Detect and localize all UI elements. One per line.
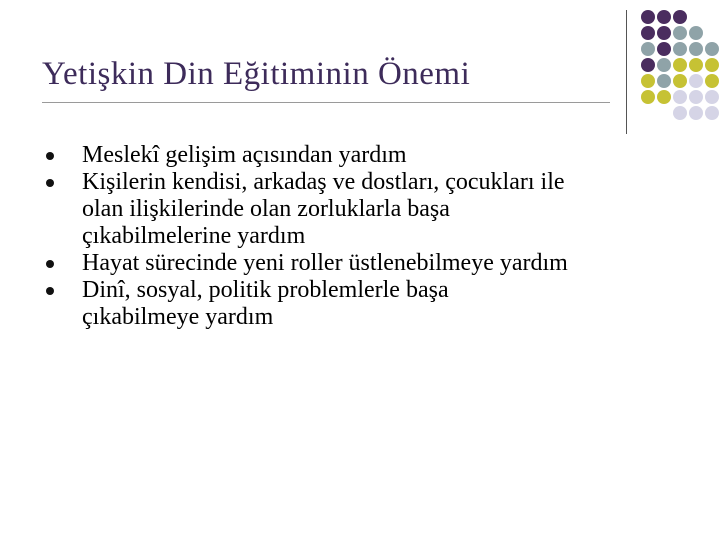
bullet-text-line: çıkabilmelerine yardım [82,223,306,249]
decorative-dot [689,42,703,56]
bullet-text-line: olan ilişkilerinde olan zorluklarla başa [82,196,450,222]
decorative-dot [705,42,719,56]
decorative-dot [673,74,687,88]
decorative-dot [641,90,655,104]
decorative-dot [657,26,671,40]
decorative-dot [641,74,655,88]
bullet-item [44,169,684,250]
bullet-list [44,142,684,331]
decorative-dot [705,90,719,104]
decorative-dot [673,26,687,40]
bullet-text-line: Meslekî gelişim açısından yardım [82,142,407,168]
decorative-dot [689,106,703,120]
title-underline [42,102,610,103]
decorative-dot [657,10,671,24]
decorative-dot [689,74,703,88]
bullet-dot-icon [46,152,54,160]
bullet-item [44,277,684,331]
bullet-text-line: Kişilerin kendisi, arkadaş ve dostları, çocukları ile [82,169,565,195]
bullet-text-line: Dinî, sosyal, politik problemlerle başa [82,277,449,303]
decorative-dot [657,90,671,104]
decorative-dot [673,58,687,72]
decorative-dot [673,90,687,104]
decorative-dot [657,58,671,72]
decorative-dot [673,10,687,24]
decorative-dot [657,74,671,88]
decorative-dot [705,74,719,88]
decorative-dot [705,58,719,72]
bullet-dot-icon [46,287,54,295]
slide-title: Yetişkin Din Eğitiminin Önemi [42,56,471,92]
bullet-dot-icon [46,179,54,187]
decorative-dot [689,58,703,72]
decorative-dot [689,26,703,40]
vertical-divider [626,10,627,134]
decorative-dot [641,58,655,72]
bullet-text-line: Hayat sürecinde yeni roller üstlenebilmeye yardım [82,250,568,276]
bullet-text-line: çıkabilmeye yardım [82,304,274,330]
bullet-item [44,250,684,277]
decorative-dot [705,106,719,120]
decorative-dot-grid [638,10,720,130]
decorative-dot [641,10,655,24]
bullet-dot-icon [46,260,54,268]
bullet-item [44,142,684,169]
decorative-dot [641,42,655,56]
decorative-dot [673,42,687,56]
decorative-dot [673,106,687,120]
decorative-dot [657,42,671,56]
decorative-dot [689,90,703,104]
decorative-dot [641,26,655,40]
